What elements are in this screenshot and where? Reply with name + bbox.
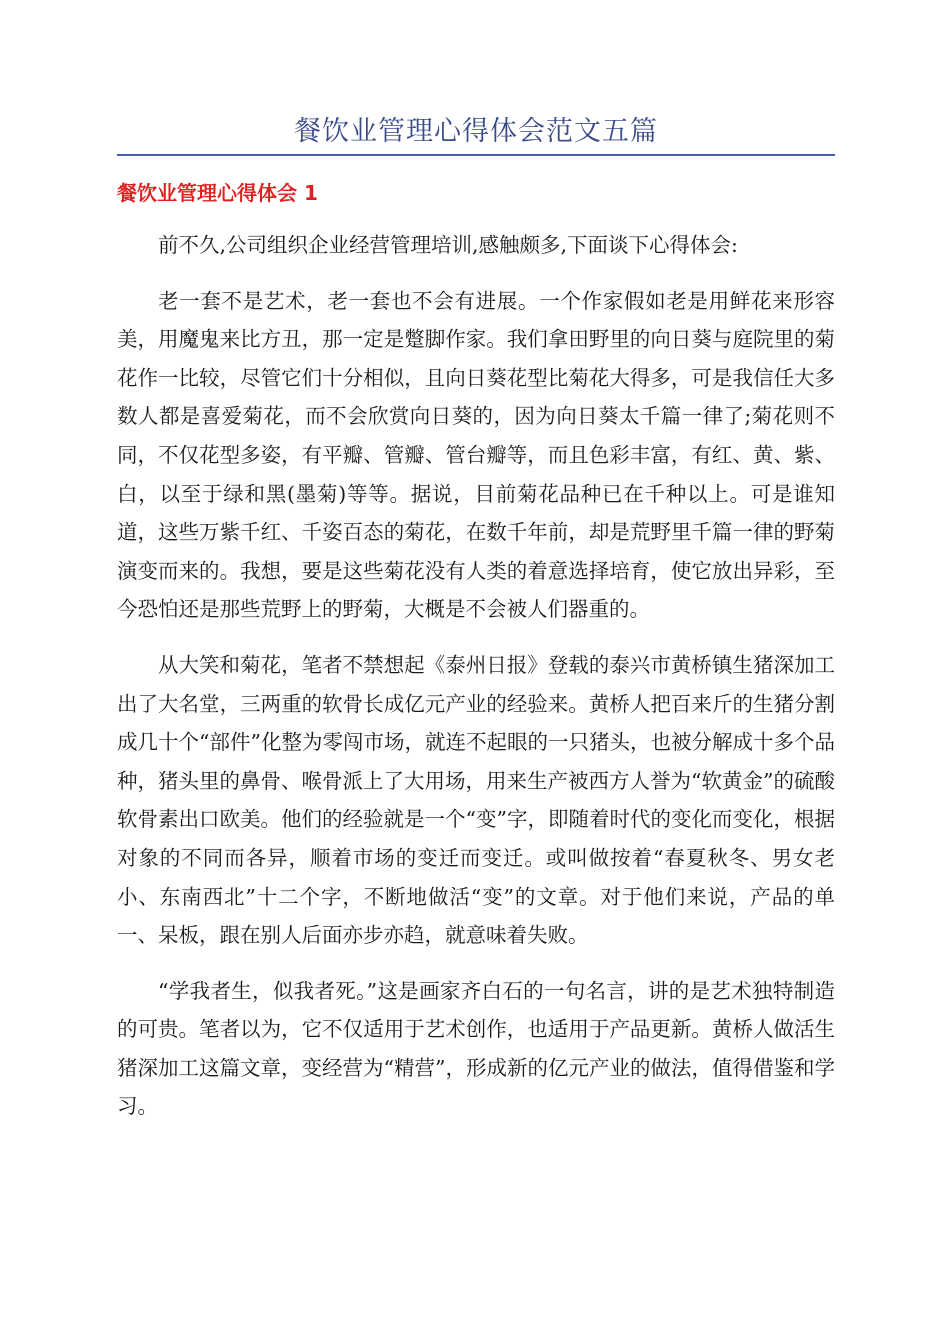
paragraph-1: 前不久,公司组织企业经营管理培训,感触颇多,下面谈下心得体会: xyxy=(158,233,738,257)
document-body xyxy=(117,226,835,1126)
section-heading: 餐饮业管理心得体会 1 xyxy=(117,181,318,205)
document-title: 餐饮业管理心得体会范文五篇 xyxy=(294,116,658,147)
title-underline xyxy=(117,154,835,156)
paragraph-4: “学我者生，似我者死。”这是画家齐白石的一句名言，讲的是艺术独特制造的可贵。笔者以为，它不仅适用于艺术创作，也适用于产品更新。黄桥人做活生猪深加工这篇文章，变经营为“精营”，形成新的亿元产业的做法，值得借鉴和学习。 xyxy=(117,978,835,1119)
paragraph-2: 老一套不是艺术，老一套也不会有进展。一个作家假如老是用鲜花来形容美，用魔鬼来比方丑，那一定是蹩脚作家。我们拿田野里的向日葵与庭院里的菊花作一比较，尽管它们十分相似，且向日葵花型比菊花大得多，可是我信任大多数人都是喜爱菊花，而不会欣赏向日葵的，因为向日葵太千篇一律了;菊花则不同，不仅花型多姿，有平瓣、管瓣、管台瓣等，而且色彩丰富，有红、黄、紫、白，以至于绿和黑(墨菊)等等。据说，目前菊花品种已在千种以上。可是谁知道，这些万紫千红、千姿百态的菊花，在数千年前，却是荒野里千篇一律的野菊演变而来的。我想，要是这些菊花没有人类的着意选择培育，使它放出异彩，至今恐怕还是那些荒野上的野菊，大概是不会被人们器重的。 xyxy=(117,288,835,622)
paragraph-3: 从大笑和菊花，笔者不禁想起《泰州日报》登载的泰兴市黄桥镇生猪深加工出了大名堂，三两重的软骨长成亿元产业的经验来。黄桥人把百来斤的生猪分割成几十个“部件”化整为零闯市场，就连不起眼的一只猪头，也被分解成十多个品种，猪头里的鼻骨、喉骨派上了大用场，用来生产被西方人誉为“软黄金”的硫酸软骨素出口欧美。他们的经验就是一个“变”字，即随着时代的变化而变化，根据对象的不同而各异，顺着市场的变迁而变迁。或叫做按着“春夏秋冬、男女老小、东南西北”十二个字，不断地做活“变”的文章。对于他们来说，产品的单一、呆板，跟在别人后面亦步亦趋，就意味着失败。 xyxy=(117,652,835,948)
